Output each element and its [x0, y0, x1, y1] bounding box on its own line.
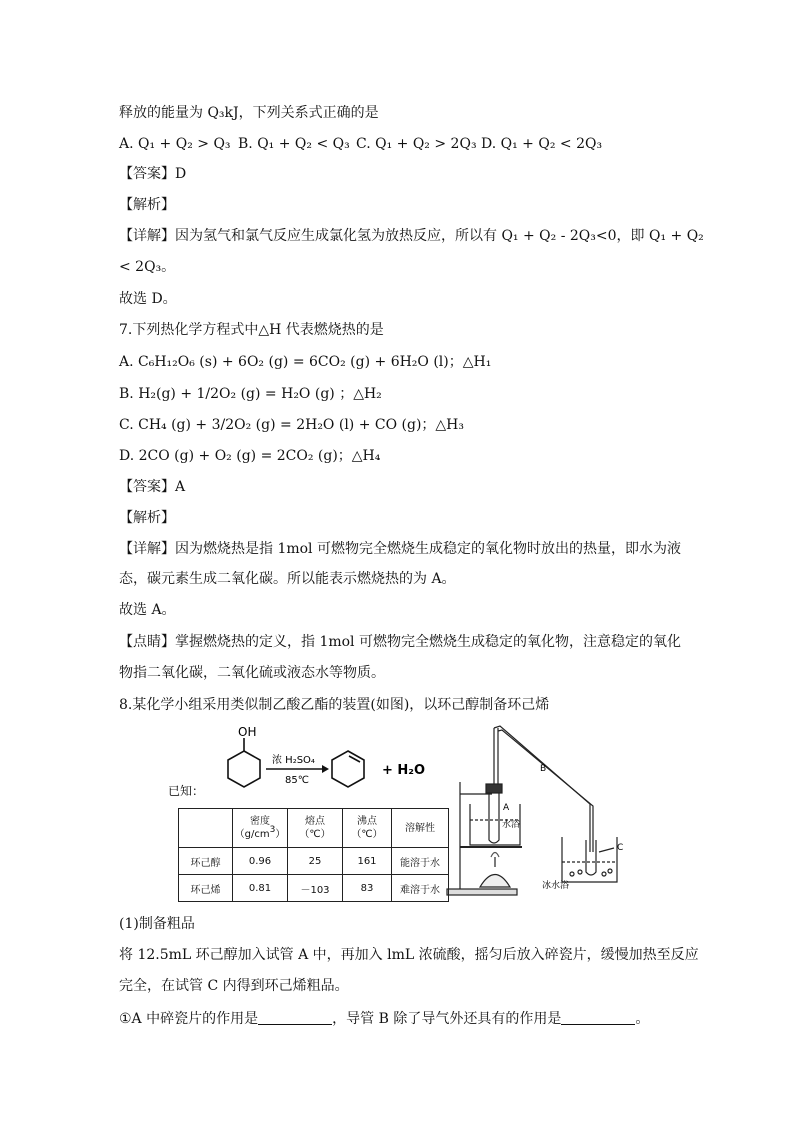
table-header-boiling [343, 809, 392, 848]
table-cell: 环己烯 [179, 875, 233, 902]
table-cell: 161 [343, 848, 392, 875]
table-cell: 0.81 [233, 875, 288, 902]
q6-intro-tail: 释放的能量为 Q₃kJ，下列关系式正确的是 [119, 105, 379, 121]
table-header-melting [288, 809, 343, 848]
water-bath-label: 水浴 [502, 820, 521, 830]
q6-detail-line1: 【详解】因为氢气和氯气反应生成氯化氢为放热反应，所以有 Q₁ + Q₂ - 2Q₃<0，即 Q₁ + Q₂ [119, 228, 704, 244]
q7-stem: 7.下列热化学方程式中△H 代表燃烧热的是 [119, 322, 384, 338]
table-cell: 83 [343, 875, 392, 902]
answer-blank-1[interactable] [258, 1010, 332, 1025]
table-cell: 25 [288, 848, 343, 875]
q8-part1-text-line1: 将 12.5mL 环己醇加入试管 A 中，再加入 lmL 浓硫酸，摇匀后放入碎瓷片，缓慢加热至反应 [119, 947, 699, 963]
q6-answer: 【答案】D [119, 166, 187, 182]
q8-stem: 8.某化学小组采用类似制乙酸乙酯的装置(如图)，以环己醇制备环己烯 [119, 697, 550, 713]
boiling-header-line2: （℃） [351, 829, 383, 840]
cyclohexene-structure [332, 751, 364, 787]
q8-part1-question-b: ，导管 B 除了导气外还具有的作用是 [332, 1011, 562, 1027]
ice-bath-label: 冰水浴 [542, 881, 570, 891]
q7-option-b: B. H₂(g) + 1/2O₂ (g) = H₂O (g) ；△H₂ [119, 386, 382, 402]
answer-blank-2[interactable] [561, 1010, 635, 1025]
q7-option-c: C. CH₄ (g) + 3/2O₂ (g) = 2H₂O (l) + CO (g)；△H₃ [119, 417, 465, 433]
table-row [179, 848, 449, 875]
oh-label: OH [238, 725, 257, 739]
tube-c [586, 840, 596, 875]
alcohol-lamp [480, 875, 510, 888]
q6-option-b: B. Q₁ + Q₂ < Q₃ [238, 136, 350, 152]
water-product: + H₂O [382, 763, 426, 778]
tube-c-label: C [617, 843, 624, 853]
q6-option-d: D. Q₁ + Q₂ < 2Q₃ [481, 136, 603, 152]
q7-conclusion: 故选 A。 [119, 602, 176, 618]
cyclohexanol-structure [228, 738, 260, 787]
tube-b-label: B [540, 764, 547, 774]
table-header-density [233, 809, 288, 848]
melting-header-line2: （℃） [299, 829, 331, 840]
table-cell: 能溶于水 [392, 848, 449, 875]
known-label: 已知： [168, 784, 205, 798]
melting-header-line1: 熔点 [305, 816, 325, 827]
q6-analysis-label: 【解析】 [119, 197, 175, 213]
table-cell: 环己醇 [179, 848, 233, 875]
density-header-line1: 密度 [250, 816, 270, 827]
apparatus [447, 726, 617, 895]
q7-remark-line2: 物指二氧化碳，二氧化硫或液态水等物质。 [119, 665, 385, 681]
tube-a [489, 792, 499, 843]
table-header-cell [179, 809, 233, 848]
q6-detail-line2: < 2Q₃。 [119, 259, 176, 275]
tube-a-label: A [503, 803, 510, 813]
properties-table [178, 808, 449, 902]
q7-remark-line1: 【点睛】掌握燃烧热的定义，指 1mol 可燃物完全燃烧生成稳定的氧化物，注意稳定的氧化 [119, 634, 681, 650]
q6-options [119, 134, 602, 154]
boiling-header-line1: 沸点 [357, 816, 377, 827]
temperature-label: 85℃ [285, 775, 309, 786]
tube-b [494, 726, 590, 852]
density-header-line2: $(g/cm^3)$ [234, 825, 286, 840]
table-cell: 0.96 [233, 848, 288, 875]
q8-part1-question [119, 1009, 649, 1029]
q7-analysis-label: 【解析】 [119, 510, 175, 526]
reagent-label: 浓 H₂SO₄ [272, 755, 315, 766]
table-cell: 难溶于水 [392, 875, 449, 902]
q7-detail-line1: 【详解】因为燃烧热是指 1mol 可燃物完全燃烧生成稳定的氧化物时放出的热量，即水为液 [119, 541, 681, 557]
q8-part1-question-end: 。 [635, 1011, 650, 1027]
table-header-solubility: 溶解性 [392, 809, 449, 848]
stand-base [447, 889, 517, 895]
table-cell: －103 [288, 875, 343, 902]
q7-detail-line2: 态，碳元素生成二氧化碳。所以能表示燃烧热的为 A。 [119, 571, 456, 587]
q8-part1-question-a: ①A 中碎瓷片的作用是 [119, 1011, 259, 1027]
q6-option-a: A. Q₁ + Q₂ > Q₃ [119, 136, 231, 152]
q8-part1-text-line2: 完全，在试管 C 内得到环己烯粗品。 [119, 978, 349, 994]
q7-option-d: D. 2CO (g) + O₂ (g) = 2CO₂ (g)；△H₄ [119, 448, 381, 464]
reaction-arrow [266, 765, 329, 773]
q6-conclusion: 故选 D。 [119, 291, 177, 307]
q7-option-a: A. C₆H₁₂O₆ (s) + 6O₂ (g) = 6CO₂ (g) + 6H₂O (l)；△H₁ [119, 354, 492, 370]
table-row [179, 875, 449, 902]
table-header-row [179, 809, 449, 848]
q8-part1-title: (1)制备粗品 [119, 916, 195, 932]
q6-option-c: C. Q₁ + Q₂ > 2Q₃ [356, 136, 477, 152]
q7-answer: 【答案】A [119, 479, 186, 495]
